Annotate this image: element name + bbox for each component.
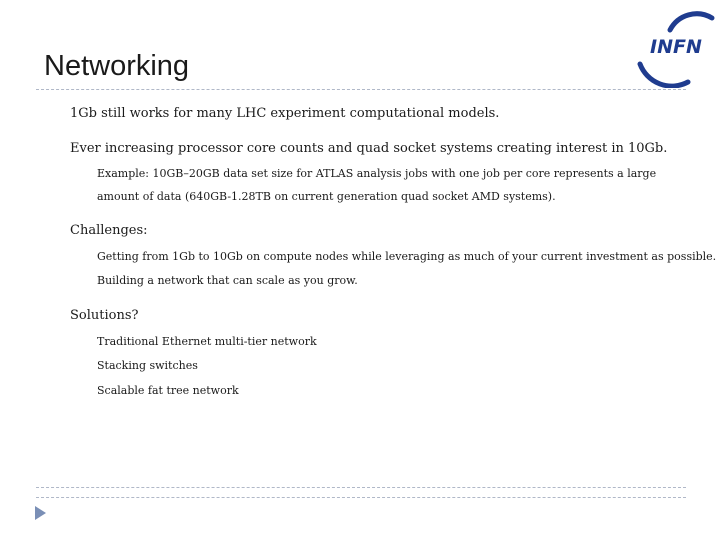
infn-logo: [630, 4, 716, 88]
next-slide-arrow-icon[interactable]: [35, 506, 46, 520]
bullet-2: Ever increasing processor core counts and quad socket systems creating interest in 10Gb.: [70, 141, 668, 156]
bottom-divider-1: [36, 487, 686, 488]
bottom-divider-2: [36, 497, 686, 498]
bullet-1: 1Gb still works for many LHC experiment computational models.: [70, 106, 500, 121]
bullet-3-sub-1: Getting from 1Gb to 10Gb on compute nodes while leveraging as much of your current investment as possible.: [97, 250, 717, 263]
bullet-4: Solutions?: [70, 308, 139, 323]
slide-title: Networking: [44, 50, 190, 82]
bullet-3-sub-2: Building a network that can scale as you grow.: [97, 274, 358, 287]
bullet-2-sub-1: Example: 10GB–20GB data set size for ATLAS analysis jobs with one job per core represents a large amount of data (640GB-1.28TB on current generation quad socket AMD systems).: [97, 167, 657, 203]
bullet-4-sub-2: Stacking switches: [97, 359, 198, 372]
infn-logo-text: INFN: [650, 36, 702, 58]
bullet-3: Challenges:: [70, 223, 148, 238]
bullet-4-sub-1: Traditional Ethernet multi-tier network: [97, 335, 317, 348]
top-divider: [36, 89, 686, 90]
bullet-4-sub-3: Scalable fat tree network: [97, 384, 239, 397]
